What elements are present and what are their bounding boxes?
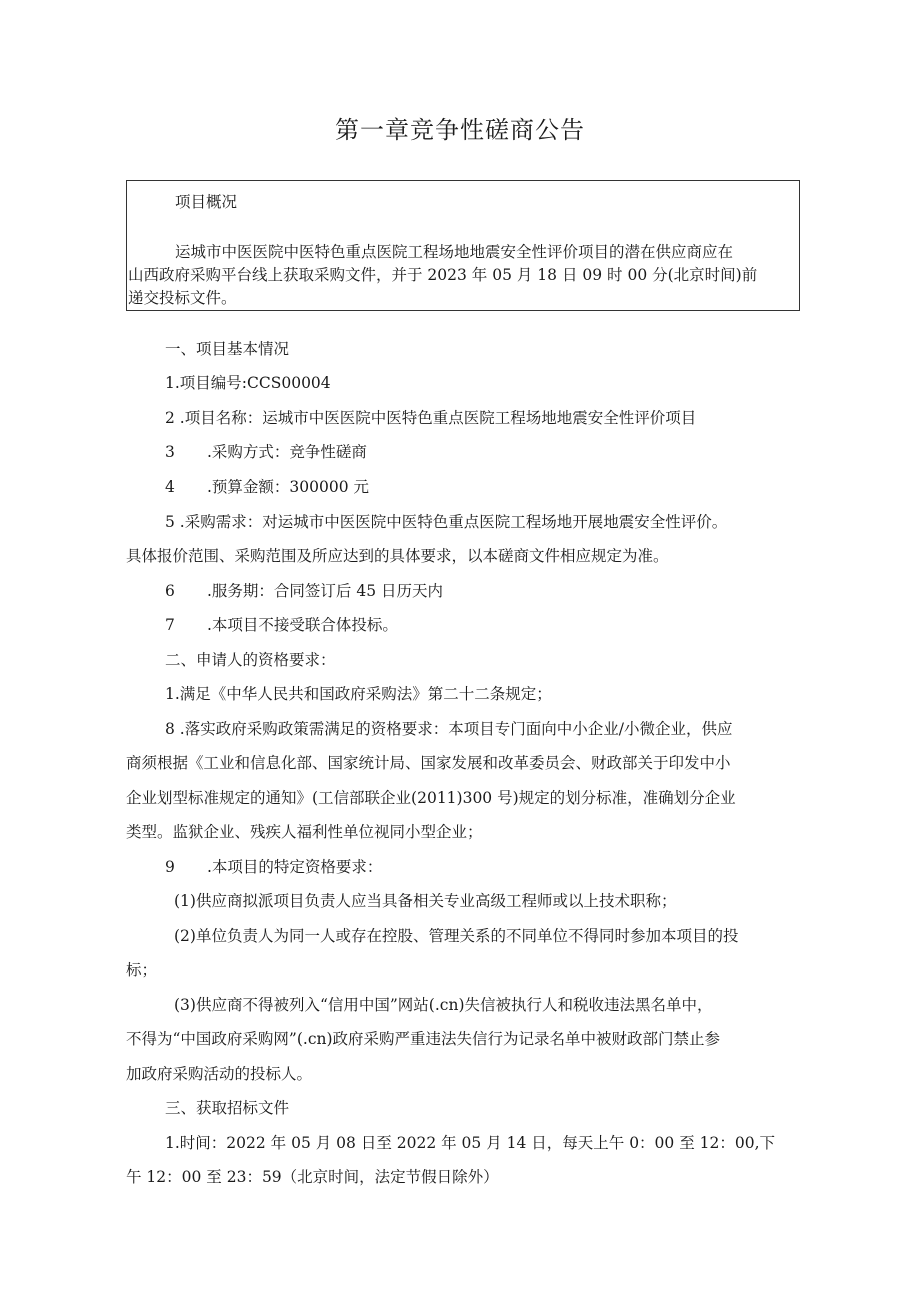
- sub-item-continuation: 加政府采购活动的投标人。: [126, 1065, 313, 1083]
- list-item-continuation: 具体报价范围、采购范围及所应达到的具体要求，以本磋商文件相应规定为准。: [126, 547, 669, 565]
- page-title: 第一章竞争性磋商公告: [335, 116, 585, 144]
- list-item-number: 9: [165, 858, 175, 876]
- list-item: .服务期：合同签订后 45 日历天内: [207, 582, 444, 600]
- sub-item: (1)供应商拟派项目负责人应当具备相关专业高级工程师或以上技术职称；: [174, 892, 677, 910]
- list-item-number: 7: [165, 616, 175, 634]
- overview-line: 运城市中医医院中医特色重点医院工程场地地震安全性评价项目的潜在供应商应在: [175, 243, 734, 261]
- list-item-continuation: 类型。监狱企业、残疾人福利性单位视同小型企业；: [126, 823, 483, 841]
- section-heading: 二、申请人的资格要求：: [165, 651, 336, 669]
- list-item: 1.满足《中华人民共和国政府采购法》第二十二条规定；: [165, 685, 552, 703]
- list-item: 2 .项目名称：运城市中医医院中医特色重点医院工程场地地震安全性评价项目: [165, 409, 697, 427]
- list-item: .采购方式：竞争性磋商: [207, 443, 367, 461]
- list-item-number: 6: [165, 582, 175, 600]
- list-item: 8 .落实政府采购政策需满足的资格要求：本项目专门面向中小企业/小微企业，供应: [165, 720, 733, 738]
- sub-item-continuation: 标；: [126, 961, 158, 979]
- list-item-continuation: 午 12：00 至 23：59（北京时间，法定节假日除外）: [126, 1168, 499, 1186]
- section-heading: 一、项目基本情况: [165, 340, 290, 358]
- sub-item: (2)单位负责人为同一人或存在控股、管理关系的不同单位不得同时参加本项目的投: [174, 927, 739, 945]
- list-item: .本项目的特定资格要求：: [207, 858, 383, 876]
- list-item: .本项目不接受联合体投标。: [207, 616, 398, 634]
- overview-line: 递交投标文件。: [128, 289, 237, 307]
- overview-line: 山西政府采购平台线上获取采购文件，并于 2023 年 05 月 18 日 09 时 00 分(北京时间)前: [128, 266, 758, 284]
- overview-heading: 项目概况: [175, 193, 238, 211]
- list-item-continuation: 企业划型标准规定的通知》(工信部联企业(2011)300 号)规定的划分标准，准确划分企业: [126, 789, 736, 807]
- list-item: 1.时间：2022 年 05 月 08 日至 2022 年 05 月 14 日，每天上午 0：00 至 12：00,下: [165, 1134, 776, 1152]
- list-item-number: 4: [165, 478, 175, 496]
- section-heading: 三、获取招标文件: [165, 1099, 290, 1117]
- list-item-number: 3: [165, 443, 175, 461]
- list-item: 1.项目编号:CCS00004: [165, 374, 331, 392]
- project-overview-box: [126, 180, 800, 311]
- sub-item: (3)供应商不得被列入“信用中国”网站(.cn)失信被执行人和税收违法黑名单中，: [174, 996, 713, 1014]
- sub-item-continuation: 不得为“中国政府采购网”(.cn)政府采购严重违法失信行为记录名单中被财政部门禁止参: [126, 1030, 721, 1048]
- list-item: .预算金额：300000 元: [207, 478, 370, 496]
- list-item: 5 .采购需求：对运城市中医医院中医特色重点医院工程场地开展地震安全性评价。: [165, 513, 728, 531]
- list-item-continuation: 商须根据《工业和信息化部、国家统计局、国家发展和改革委员会、财政部关于印发中小: [126, 754, 731, 772]
